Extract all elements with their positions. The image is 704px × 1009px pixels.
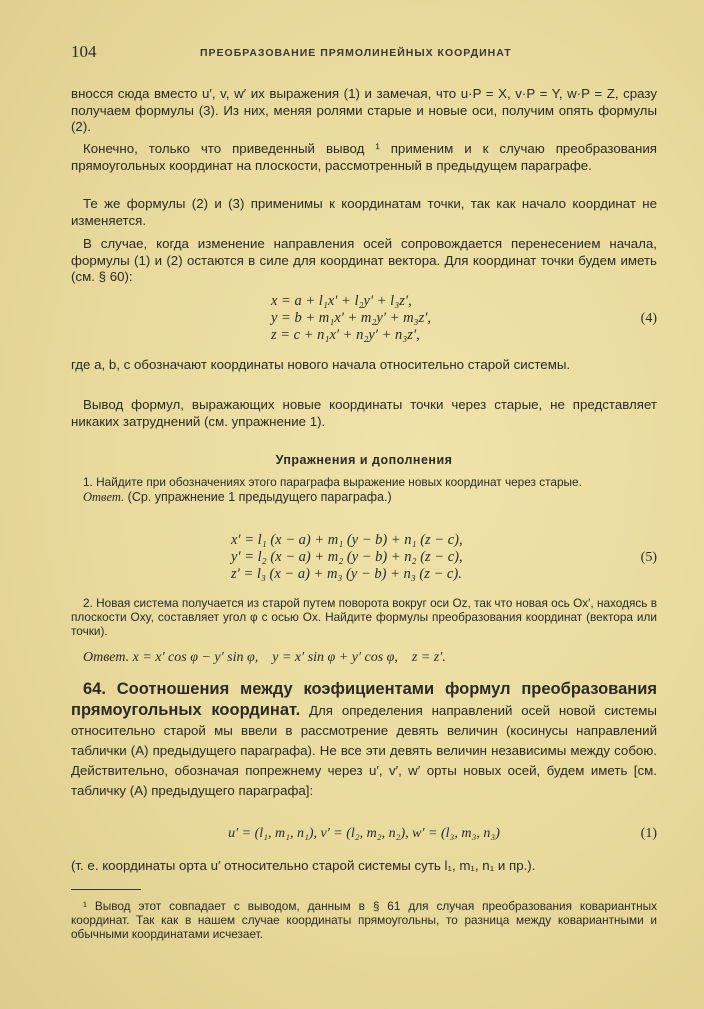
paragraph-block-2 bbox=[71, 141, 657, 174]
exercise-2-text: 2. Новая система получается из старой путем поворота вокруг оси Oz, так что новая ось Ox′, находясь в плоскости Oxy, составляет угол φ с осью Ox. Найдите формулы преобразования координат (вектора или точки). bbox=[71, 596, 657, 638]
exercise-2-answer bbox=[71, 650, 657, 666]
running-title: ПРЕОБРАЗОВАНИЕ ПРЯМОЛИНЕЙНЫХ КООРДИНАТ bbox=[200, 47, 512, 59]
paragraph-1: вносся сюда вместо u′, v, w′ их выражения (1) и замечая, что u·P = X, v·P = Y, w·P = Z, сразу получаем формулы (3). Из них, меняя ролями старые и новые оси, получим опять формулы (2). bbox=[71, 86, 657, 135]
eq4-line-3: z = c + n₁x′ + n₂y′ + n₃z′, bbox=[271, 327, 420, 343]
equation-5 bbox=[71, 532, 657, 586]
eq1-number: (1) bbox=[640, 826, 657, 841]
exercise-2 bbox=[71, 596, 657, 638]
eq4-line-1: x = a + l₁x′ + l₂y′ + l₃z′, bbox=[271, 293, 412, 309]
paragraph-block-4 bbox=[71, 236, 657, 286]
answer-formula: x = x′ cos φ − y′ sin φ, y = x′ sin φ + y′ cos φ, z = z′. bbox=[132, 650, 446, 665]
exercises-heading: Упражнения и дополнения bbox=[275, 453, 453, 467]
equation-4 bbox=[71, 293, 657, 347]
paragraph-4: В случае, когда изменение направления осей сопровождается перенесением начала, формулы (1) и (2) остаются в силе для координат вектора. Для координат точки будем иметь (см. § 60): bbox=[71, 236, 657, 285]
paragraph-block-5 bbox=[71, 357, 657, 374]
exercise-1-text: 1. Найдите при обозначениях этого параграфа выражение новых координат через старые. bbox=[83, 475, 582, 489]
paragraph-6: Вывод формул, выражающих новые координаты точки через старые, не представляет никаких затруднений (см. упражнение 1). bbox=[71, 397, 657, 429]
paragraph-block-6 bbox=[71, 397, 657, 430]
eq5-line-3: z′ = l₃ (x − a) + m₃ (y − b) + n₃ (z − c). bbox=[231, 566, 462, 582]
eq5-number: (5) bbox=[640, 550, 657, 565]
paragraph-3: Те же формулы (2) и (3) применимы к координатам точки, так как начало координат не изменяется. bbox=[71, 196, 657, 228]
eq4-line-2: y = b + m₁x′ + m₂y′ + m₃z′, bbox=[271, 310, 432, 326]
section-64-paragraph bbox=[71, 679, 657, 801]
exercise-1-answer bbox=[71, 490, 657, 504]
paragraph-2: Конечно, только что приведенный вывод ¹ применим и к случаю преобразования прямоугольных координат на плоскости, рассмотренный в предыдущем параграфе. bbox=[71, 141, 657, 173]
intro-paragraph bbox=[71, 86, 657, 136]
exercise-1 bbox=[71, 475, 657, 504]
eq4-number: (4) bbox=[640, 311, 657, 326]
section-64-equation-1 bbox=[71, 825, 657, 842]
footnote bbox=[71, 899, 657, 941]
section-64-after bbox=[71, 858, 657, 875]
eq5-line-1: x′ = l₁ (x − a) + m₁ (y − b) + n₁ (z − c), bbox=[231, 532, 463, 548]
section-64-title: 64. Соотношения между коэфициентами формул преобразования прямоугольных координат. bbox=[71, 680, 657, 719]
answer-label: Ответ. bbox=[83, 490, 125, 504]
eq1-formula: u′ = (l₁, m₁, n₁), v′ = (l₂, m₂, n₂), w′ = (l₃, m₃, n₃) bbox=[228, 826, 500, 841]
section-64-text: Для определения направлений осей новой системы относительно старой мы ввели в рассмотрение девять величин (косинусы направлений таблички (А) предыдущего параграфа). Не все эти девять величин независимы между собою. Действительно, обозначая попрежнему через u′, v′, w′ орты новых осей, будем иметь [см. табличку (А) предыдущего параграфа]: bbox=[71, 703, 657, 798]
footnote-text: ¹ Вывод этот совпадает с выводом, данным в § 61 для случая преобразования ковариантных координат. Так как в нашем случае координаты прямоугольны, то разница между ковариантными и обычными координатами исчезает. bbox=[71, 899, 657, 941]
section-64 bbox=[71, 679, 657, 801]
eq5-line-2: y′ = l₂ (x − a) + m₂ (y − b) + n₂ (z − c), bbox=[231, 549, 463, 565]
paragraph-5: где a, b, c обозначают координаты нового начала относительно старой системы. bbox=[71, 357, 571, 372]
after-equation-text: (т. е. координаты орта u′ относительно старой системы суть l₁, m₁, n₁ и пр.). bbox=[71, 858, 536, 873]
page-number: 104 bbox=[71, 42, 97, 61]
answer-label: Ответ. bbox=[83, 650, 130, 665]
answer-text: (Ср. упражнение 1 предыдущего параграфа.) bbox=[127, 490, 392, 504]
paragraph-block-3 bbox=[71, 196, 657, 229]
footnote-rule bbox=[71, 889, 141, 890]
